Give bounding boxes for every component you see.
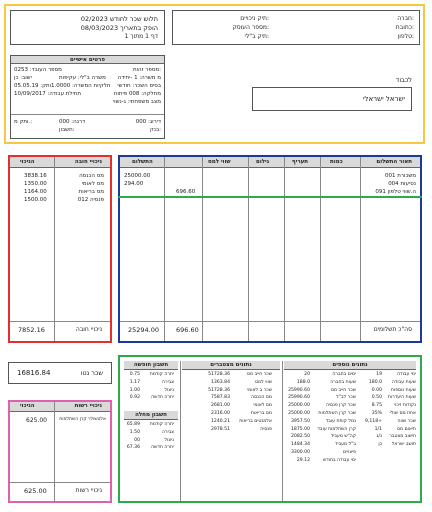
- acc-c-label: שכר ב.לאומי: [247, 387, 272, 393]
- pd-total: 625.00: [24, 487, 47, 495]
- id-number: מספר זהות:: [132, 67, 161, 73]
- family-status: מצב משפחתי: ג-נשוי: [112, 99, 161, 105]
- acc-a-label: שעות עבודה: [391, 379, 416, 385]
- acc-b-label: שכר קרן פנסיה: [325, 403, 356, 409]
- payment-row-1-amount: 25000.00: [124, 173, 151, 179]
- issue-date: הופק בתאריך 08/03/2023: [80, 24, 158, 32]
- acc-b-num: 3957.50: [291, 418, 310, 424]
- grade: דרגה: 000: [59, 119, 86, 125]
- acc-b-label: שעות בחברה: [330, 379, 356, 385]
- vac-num: 1.17: [129, 379, 140, 385]
- payments-section: [118, 155, 422, 343]
- acc-b-num: 25990.60: [288, 395, 310, 401]
- company-label: חברה:: [397, 15, 414, 22]
- recipient-name-box: [252, 87, 412, 111]
- mandatory-total: 7852.16: [18, 326, 45, 334]
- acc-a-label: אחוז מס שולי: [389, 411, 416, 416]
- pd-total-label: ניכויי רשות: [75, 487, 102, 494]
- acc-b-num: 25000.00: [288, 403, 310, 409]
- payments-total-taxable: 696.60: [176, 326, 199, 334]
- acc-b-num: 25000.00: [288, 411, 310, 416]
- payments-total-label: סה"כ תשלומים: [373, 326, 412, 333]
- acc-c-label: שכר חייב מס: [246, 372, 272, 377]
- payment-row-2-desc: 004 נסיעות: [388, 181, 416, 187]
- acc-a-num: 9,118+: [364, 418, 382, 424]
- accumulated-section: [118, 355, 422, 503]
- col-rate: תעריף: [292, 159, 309, 165]
- acc-a-label: ימי עבודה: [397, 372, 416, 377]
- acc-b-label: ימי עבודה בחודש: [322, 457, 356, 463]
- recipient-name: ישראל ישראלי: [362, 95, 405, 103]
- personal-deductions-section: [8, 400, 112, 503]
- acc-b-label: שכר קרן השתלמות: [318, 411, 356, 416]
- col-qty: כמות: [330, 159, 343, 165]
- acc-a-num: 1/1: [374, 426, 382, 432]
- acc-a-label: שכר שווה: [397, 418, 416, 424]
- sick-num: 65.89: [126, 422, 140, 427]
- acc-b-num: 20: [304, 372, 310, 377]
- payments-green-band: [118, 196, 422, 198]
- personal-title: פרטים אישיים: [11, 56, 164, 64]
- col-desc: תאור התשלום: [376, 159, 412, 165]
- vac-label: יתרה חדשה: [151, 395, 174, 401]
- bank: בנק:: [149, 127, 161, 133]
- acc-c-num: 1240.21: [211, 418, 230, 424]
- recipient-label: לכבוד: [395, 76, 412, 84]
- acc-c-num: 7587.83: [211, 395, 230, 401]
- acc-b-label: שכר חייב מס: [330, 387, 356, 393]
- acc-title-3: חשבון חופשה: [124, 361, 178, 370]
- net-value: 16816.84: [17, 369, 51, 377]
- acc-c-label: מס בריאות: [250, 411, 272, 416]
- mandatory-row-label: מס בריאות: [78, 189, 104, 195]
- acc-title-2: נתונים מצטברים: [182, 361, 280, 370]
- job-fraction: חלקיות המשרה: 1.0000: [51, 83, 111, 89]
- mandatory-total-label: ניכויי חובה: [75, 326, 102, 333]
- acc-b-num: 29.12: [296, 457, 310, 463]
- branch: דירוג: 000: [135, 119, 161, 125]
- acc-b-label: פיצויים: [343, 450, 356, 455]
- acc-c-num: 2681.00: [211, 403, 230, 409]
- city: ישוב: כן: [14, 75, 32, 81]
- acc-a-num: 0.50: [371, 395, 382, 401]
- acc-b-label: שכר לב"ל: [336, 395, 356, 401]
- start-date: ותק: 05.05.19: [14, 83, 52, 89]
- nii-label: תיק ב"לי:: [244, 33, 269, 40]
- acc-b-num: 3300.00: [291, 450, 310, 455]
- acc-b-num: 1875.00: [291, 426, 310, 432]
- slip-title: תלוש שכר לחודש 02/2023: [80, 15, 158, 23]
- pd-col-label: ניכויי רשות: [74, 403, 102, 409]
- payment-row-2-amount: 294.00: [124, 181, 144, 187]
- payments-total-amount: 25294.00: [128, 326, 160, 334]
- acc-title-4: חשבון מחלה: [124, 411, 178, 420]
- acc-c-num: 2316.00: [211, 411, 230, 416]
- pd-col-amount: הניכוי: [20, 403, 35, 409]
- sick-label: ניצול: [164, 437, 174, 443]
- vac-num: 0.75: [129, 372, 140, 377]
- acc-b-num: 2082.50: [291, 434, 310, 440]
- employee-number: מספר העובד: 0253: [14, 67, 62, 73]
- phone-label: טלפון:: [397, 33, 414, 40]
- payment-row-3-desc: 091 ה.שווי טלפון: [375, 189, 416, 195]
- col-gross: גילום: [256, 159, 270, 165]
- mandatory-deductions-section: [8, 155, 112, 343]
- department: מחלקה: 008 פיתוח: [113, 91, 161, 97]
- sick-label: יתרה קודמת: [149, 422, 174, 427]
- mandatory-row-value: 1350.00: [24, 181, 47, 187]
- acc-a-label: שעות נוספות: [390, 387, 416, 393]
- vat-label: מספר העוסק:: [232, 24, 269, 31]
- sick-num: 1.50: [129, 429, 140, 435]
- acc-a-num: 35%: [371, 411, 382, 416]
- mandatory-header: [10, 157, 110, 168]
- sick-num: 67.36: [126, 445, 140, 451]
- mandatory-col-label: ניכויי חובה: [74, 159, 102, 165]
- slip-info-box: [10, 10, 165, 45]
- payments-header: [120, 157, 420, 168]
- account: חשבון:: [59, 127, 75, 133]
- acc-b-num: 25990.60: [288, 387, 310, 393]
- acc-c-label: מס הכנסה: [251, 395, 272, 401]
- mandatory-col-amount: הניכוי: [20, 159, 35, 165]
- vac-label: יתרה קודמת: [149, 372, 174, 377]
- section: מ משרה: 1 -יחידה: [117, 75, 161, 81]
- acc-a-label: חישוב מצטבר: [389, 434, 416, 440]
- nii-status: משרה ב"לי: עקיפות: [59, 75, 106, 81]
- acc-c-label: פנסיה: [260, 426, 272, 432]
- sick-label: צבירה: [161, 429, 174, 435]
- acc-c-num: 2978.51: [211, 426, 230, 432]
- page-number: דף 1 מתוך 1: [124, 33, 158, 40]
- acc-c-num: 51728.36: [208, 387, 230, 393]
- rank: ותק מ.:: [14, 119, 33, 125]
- acc-a-num: 0.00: [371, 387, 382, 393]
- deduction-file-label: תיק ניכויים:: [240, 15, 269, 22]
- acc-a-label: שעות היעדרות: [387, 395, 416, 401]
- tenure: תחילת עבודה: 10/09/2017: [14, 91, 81, 97]
- payment-row-1-desc: 001 משכורת: [384, 173, 416, 179]
- sick-num: 00: [134, 437, 140, 443]
- mandatory-row-label: 012 פנסיה: [77, 197, 104, 203]
- col-taxable: שווי למס: [208, 159, 231, 165]
- col-amount: התשלום: [132, 159, 153, 165]
- acc-a-label: תיאום מס: [397, 426, 416, 432]
- personal-details-box: [10, 55, 165, 139]
- company-box: [172, 10, 420, 45]
- acc-c-label: שווי למס: [255, 379, 272, 385]
- acc-a-label: נקודות זיכוי: [394, 403, 416, 409]
- acc-title-1: נתונים נוספים: [284, 361, 416, 370]
- acc-b-label: ימים בחברה: [332, 372, 356, 377]
- vac-num: 1.00: [129, 387, 140, 393]
- vac-label: צבירה: [161, 379, 174, 385]
- base: בסיס השכר: חודשי: [117, 83, 161, 89]
- acc-b-num: 1484.34: [291, 442, 310, 448]
- acc-a-num: 180.0: [368, 379, 382, 385]
- pd-row-1-value: 625.00: [26, 417, 47, 424]
- mandatory-row-value: 1500.00: [24, 197, 47, 203]
- mandatory-row-value: 1164.00: [24, 189, 47, 195]
- acc-b-num: 188.0: [296, 379, 310, 385]
- vac-num: 0.92: [129, 395, 140, 401]
- mandatory-row-value: 3838.16: [24, 173, 47, 179]
- acc-a-num: 19: [376, 372, 382, 377]
- acc-c-label: מס לאומי: [253, 403, 272, 409]
- net-label: שכר נטו: [80, 369, 103, 377]
- personal-deductions-header: [10, 402, 110, 412]
- acc-a-num: ג/ג: [376, 434, 382, 440]
- acc-c-num: 51728.36: [208, 372, 230, 377]
- address-label: כתובת:: [395, 24, 414, 31]
- acc-b-label: קה"ש מעביד: [330, 434, 356, 440]
- net-box: [8, 362, 112, 384]
- acc-c-num: 1363.84: [211, 379, 230, 385]
- acc-b-label: ב"ל מעביד: [334, 442, 356, 448]
- acc-b-label: קרן השתלמות עובד: [317, 426, 356, 432]
- recipient-box: [172, 55, 420, 139]
- vac-label: ניצול: [164, 387, 174, 393]
- mandatory-row-label: מס הכנסה: [79, 173, 104, 179]
- acc-a-label: תושב ישראל: [391, 442, 416, 448]
- sick-label: יתרה חדשה: [151, 445, 174, 451]
- payment-row-3-taxable: 696.60: [176, 189, 196, 195]
- mandatory-row-label: מס לאומי: [81, 181, 104, 187]
- acc-a-num: כן: [378, 442, 382, 448]
- acc-a-num: 8.75: [371, 403, 382, 409]
- acc-c-label: אלמנטים בריאות: [239, 418, 272, 424]
- pd-row-1-label: אלטשולר קרן השתלמות: [59, 417, 106, 422]
- acc-b-label: גמל קופת עובד: [325, 418, 356, 424]
